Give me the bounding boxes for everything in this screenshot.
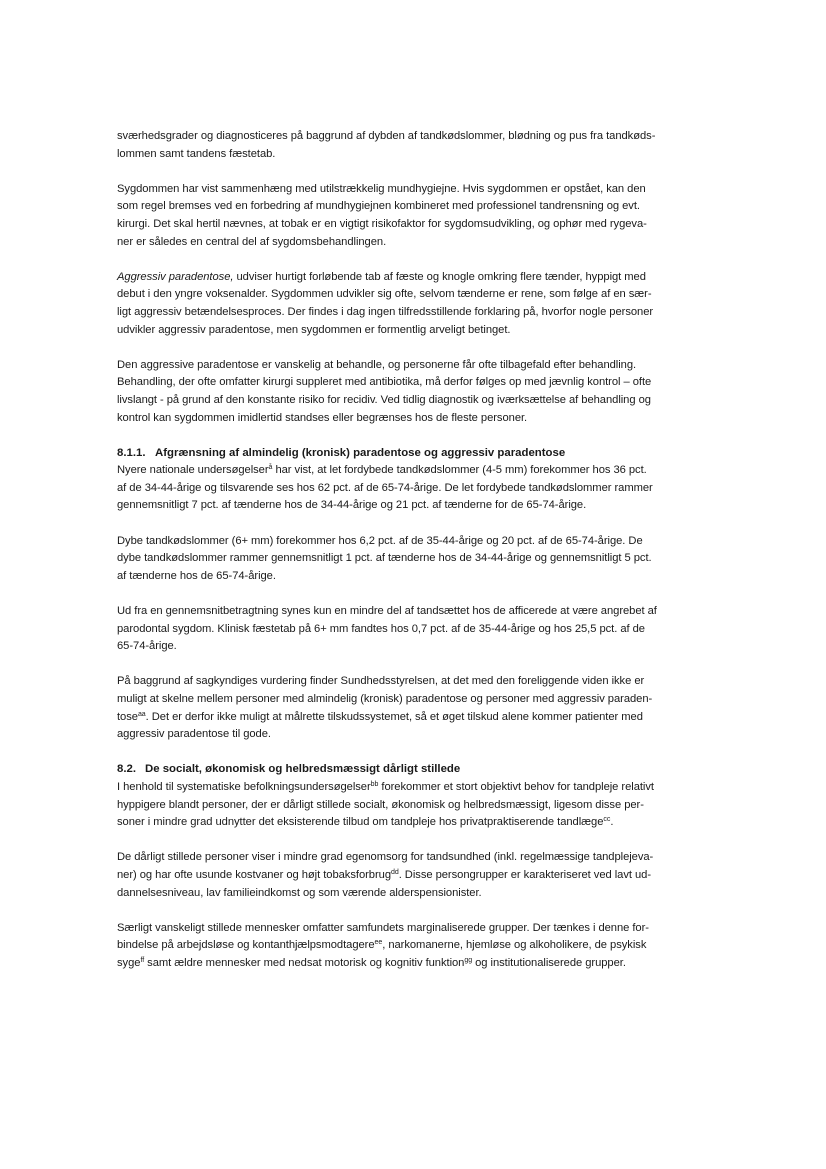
- text-line: [117, 814, 717, 832]
- text-line: Ud fra en gennemsnitbetragtning synes kun en mindre del af tandsættet hos de afficerede at være angrebet af: [117, 605, 657, 618]
- text-line: lommen samt tandens fæstetab.: [117, 147, 276, 160]
- text-line: [117, 867, 717, 885]
- section-number: 8.2.: [117, 763, 136, 776]
- section-title: Afgrænsning af almindelig (kronisk) paradentose og aggressiv paradentose: [155, 446, 566, 459]
- text-run: syge: [117, 956, 141, 969]
- text-line: [117, 709, 717, 727]
- text-line: [117, 937, 717, 955]
- text-line: 65-74-årige.: [117, 640, 177, 653]
- footnote-ref: å: [268, 464, 273, 472]
- text-run: . Det er derfor ikke muligt at målrette tilskudssystemet, så et øget tilskud alene kommer patienter med: [145, 710, 643, 723]
- paragraph-diagnosis: [117, 128, 717, 163]
- text-line: hyppigere blandt personer, der er dårligt stillede socialt, økonomisk og helbredsmæssigt, ligesom disse per-: [117, 798, 644, 811]
- text-run: soner i mindre grad udnytter det eksisterende tilbud om tandpleje hos privatpraktiserende tandlæge: [117, 816, 604, 829]
- text-run: , narkomanerne, hjemløse og alkoholikere, de psykisk: [382, 939, 647, 952]
- text-run: tose: [117, 710, 138, 723]
- text-line: [117, 269, 717, 287]
- footnote-ref: cc: [603, 816, 611, 824]
- paragraph-aggressive-treatment: [117, 357, 717, 427]
- text-line: debut i den yngre voksenalder. Sygdommen udvikler sig ofte, selvom tænderne er rene, som følge af en sær-: [117, 288, 652, 301]
- section-number: 8.1.1.: [117, 446, 146, 459]
- footnote-ref: dd: [391, 868, 399, 876]
- text-line: [117, 955, 717, 973]
- text-line: På baggrund af sagkyndiges vurdering finder Sundhedsstyrelsen, at det med den foreliggende viden ikke er: [117, 675, 645, 688]
- text-line: Den aggressive paradentose er vanskelig at behandle, og personerne får ofte tilbagefald efter behandling.: [117, 358, 637, 371]
- text-line: kontrol kan sygdommen imidlertid standses eller begrænses hos de fleste personer.: [117, 411, 528, 424]
- footnote-ref: gg: [464, 956, 473, 964]
- text-line: ligt aggressiv betændelsesproces. Der findes i dag ingen tilfredsstillende forklaring på, hvorfor nogle personer: [117, 305, 654, 318]
- text-run: ner) og har ofte usunde kostvaner og højt tobaksforbrug: [117, 868, 391, 881]
- text-line: som regel bremses ved en forbedring af mundhygiejnen kombineret med professionel tandrensning og evt.: [117, 200, 640, 213]
- paragraph-self-care: [117, 849, 717, 902]
- text-run: . Disse persongrupper er karakteriseret ved lavt ud-: [398, 868, 652, 881]
- text-line: aggressiv paradentose til gode.: [117, 728, 271, 741]
- paragraph-surveys: [117, 462, 717, 515]
- paragraph-aggressive-definition: [117, 269, 717, 339]
- text-line: Dybe tandkødslommer (6+ mm) forekommer hos 6,2 pct. af de 35-44-årige og 20 pct. af de 65-74-årige. De: [117, 534, 643, 547]
- text-run: I henhold til systematiske befolkningsundersøgelser: [117, 780, 371, 793]
- text-line: udvikler aggressiv paradentose, men sygdommen er formentlig arveligt betinget.: [117, 323, 511, 336]
- section-heading-8-2: [117, 761, 717, 779]
- text-line: ner er således en central del af sygdomsbehandlingen.: [117, 235, 387, 248]
- italic-term: Aggressiv paradentose,: [117, 270, 234, 283]
- section-heading-8-1-1: [117, 445, 717, 463]
- text-line: kirurgi. Det skal hertil nævnes, at tobak er en vigtigt risikofaktor for sygdomsudvikling, og ophør med rygeva-: [117, 217, 647, 230]
- paragraph-deep-pockets: [117, 533, 717, 586]
- text-line: [117, 779, 717, 797]
- paragraph-average: [117, 603, 717, 656]
- paragraph-population-surveys: [117, 779, 717, 832]
- text-run: .: [610, 816, 614, 829]
- text-line: parodontal sygdom. Klinisk fæstetab på 6+ mm fandtes hos 0,7 pct. af de 35-44-årige og hos 25,5 pct. af de: [117, 622, 645, 635]
- text-line: dannelsesniveau, lav familieindkomst og som værende alderspensionister.: [117, 886, 482, 899]
- text-line: livslangt - på grund af den konstante risiko for recidiv. Ved tidlig diagnostik og iværksættelse af behandling og: [117, 393, 651, 406]
- paragraph-assessment: [117, 673, 717, 743]
- text-run: forekommer et stort objektivt behov for tandpleje relativt: [378, 780, 654, 793]
- text-run: har vist, at let fordybede tandkødslommer (4-5 mm) forekommer hos 36 pct.: [272, 464, 647, 477]
- text-line: af de 34-44-årige og tilsvarende ses hos 62 pct. af de 65-74-årige. De let fordybede tandkødslommer rammer: [117, 481, 653, 494]
- footnote-ref: ff: [140, 956, 145, 964]
- footnote-ref: aa: [137, 710, 146, 718]
- text-line: De dårligt stillede personer viser i mindre grad egenomsorg for tandsundhed (inkl. regelmæssige tandplejeva-: [117, 851, 654, 864]
- text-run: bindelse på arbejdsløse og kontanthjælpsmodtagere: [117, 939, 375, 952]
- text-run: samt ældre mennesker med nedsat motorisk og kognitiv funktion: [144, 956, 465, 969]
- text-line: dybe tandkødslommer rammer gennemsnitligt 1 pct. af tænderne hos de 34-44-årige og gennemsnitligt 5 pct.: [117, 552, 652, 565]
- text-run: Nyere nationale undersøgelser: [117, 464, 269, 477]
- page-content: [117, 128, 717, 973]
- footnote-ref: ee: [374, 939, 383, 947]
- text-line: Sygdommen har vist sammenhæng med utilstrækkelig mundhygiejne. Hvis sygdommen er opstået, kan den: [117, 182, 646, 195]
- text-line: Behandling, der ofte omfatter kirurgi suppleret med antibiotika, må derfor følges op med jævnlig kontrol – ofte: [117, 376, 652, 389]
- text-run: og institutionaliserede grupper.: [472, 956, 626, 969]
- text-line: af tænderne hos de 65-74-årige.: [117, 569, 276, 582]
- text-line: [117, 462, 717, 480]
- text-run: udviser hurtigt forløbende tab af fæste og knogle omkring flere tænder, hyppigt med: [233, 270, 646, 283]
- text-line: sværhedsgrader og diagnosticeres på baggrund af dybden af tandkødslommer, blødning og pus fra tandkøds-: [117, 130, 656, 142]
- paragraph-hygiene: [117, 181, 717, 251]
- paragraph-marginalized: [117, 920, 717, 973]
- footnote-ref: bb: [370, 780, 379, 788]
- section-title: De socialt, økonomisk og helbredsmæssigt dårligt stillede: [145, 763, 461, 776]
- text-line: muligt at skelne mellem personer med almindelig (kronisk) paradentose og personer med aggressiv paraden-: [117, 693, 653, 705]
- text-line: Særligt vanskeligt stillede mennesker omfatter samfundets marginaliserede grupper. Der tænkes i denne for-: [117, 921, 649, 934]
- text-line: gennemsnitligt 7 pct. af tænderne hos de 34-44-årige og 21 pct. af tænderne for de 65-74-årige.: [117, 499, 587, 512]
